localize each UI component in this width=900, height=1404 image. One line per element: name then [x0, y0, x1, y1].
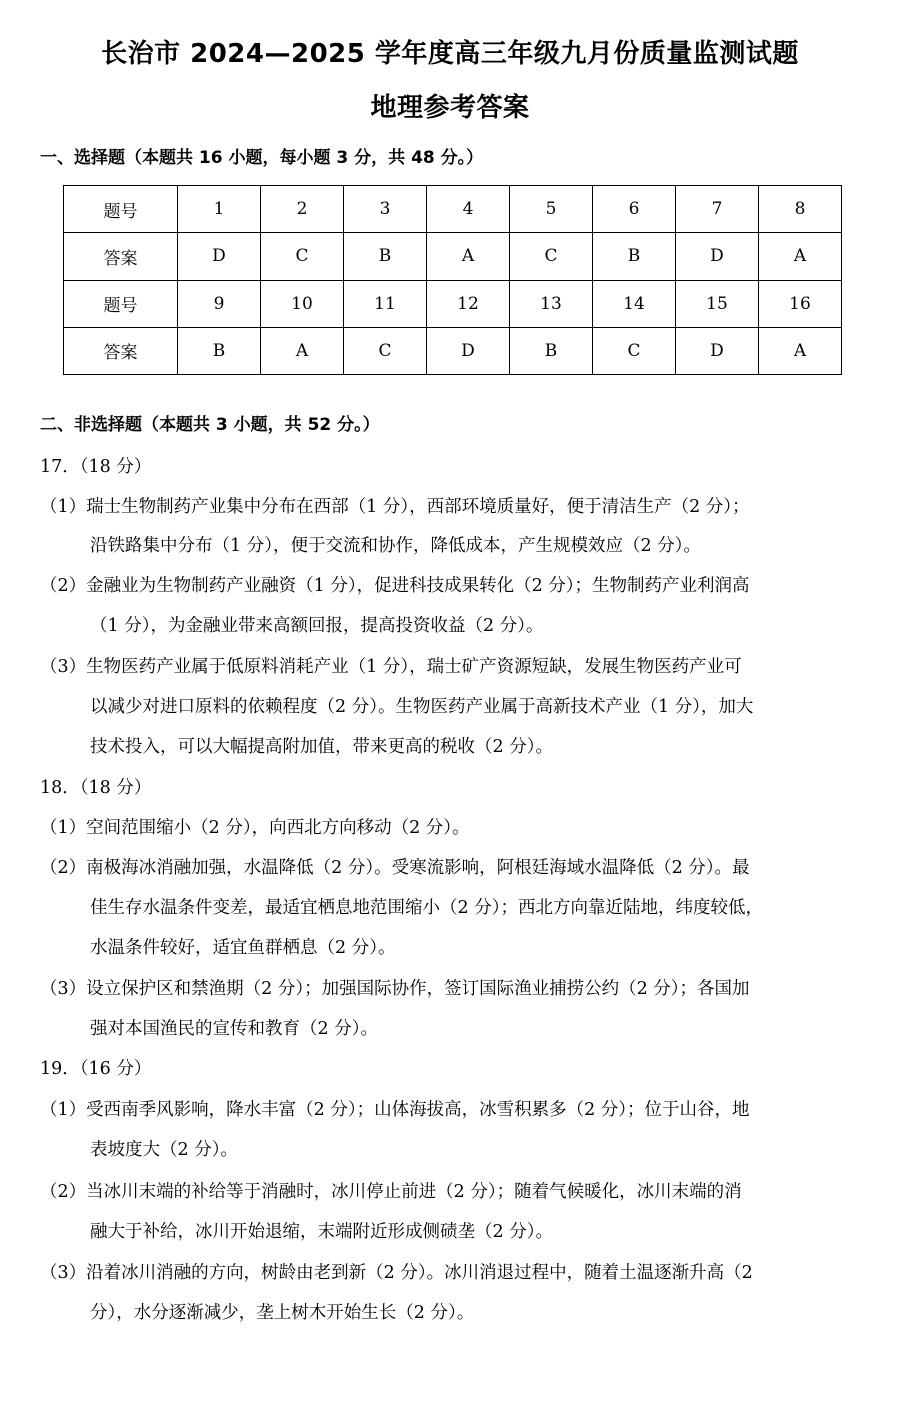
list-item: （1）瑞士生物制药产业集中分布在西部（1 分），西部环境质量好，便于清洁生产（2 分）； [40, 497, 750, 517]
table-cell: B [178, 327, 261, 374]
table-cell: 12 [427, 280, 510, 327]
table-cell: 11 [344, 280, 427, 327]
table-cell: 8 [759, 186, 842, 233]
table-cell: C [261, 233, 344, 280]
table-row-header: 题号 [64, 280, 178, 327]
table-cell: 6 [593, 186, 676, 233]
section2-heading: 二、非选择题（本题共 3 小题，共 52 分。） [40, 415, 380, 435]
section1-heading: 一、选择题（本题共 16 小题，每小题 3 分，共 48 分。） [40, 148, 484, 168]
answer-table [63, 185, 842, 375]
list-item: 融大于补给，冰川开始退缩，末端附近形成侧碛垄（2 分）。 [90, 1222, 553, 1242]
table-cell: 13 [510, 280, 593, 327]
list-item: 强对本国渔民的宣传和教育（2 分）。 [90, 1019, 378, 1039]
list-item: 分），水分逐渐减少，垄上树木开始生长（2 分）。 [90, 1303, 475, 1323]
table-cell: B [593, 233, 676, 280]
table-cell: 16 [759, 280, 842, 327]
table-cell: 15 [676, 280, 759, 327]
table-row-header: 答案 [64, 233, 178, 280]
table-cell: A [261, 327, 344, 374]
list-item: 技术投入，可以大幅提高附加值，带来更高的税收（2 分）。 [90, 737, 553, 757]
table-cell: C [344, 327, 427, 374]
list-item: （1 分），为金融业带来高额回报，提高投资收益（2 分）。 [90, 616, 544, 636]
list-item: （3）设立保护区和禁渔期（2 分）；加强国际协作，签订国际渔业捕捞公约（2 分）；各国加 [40, 979, 750, 999]
table-cell: 5 [510, 186, 593, 233]
list-item: 沿铁路集中分布（1 分），便于交流和协作，降低成本，产生规模效应（2 分）。 [90, 536, 701, 556]
table-cell: 1 [178, 186, 261, 233]
table-cell: C [510, 233, 593, 280]
question-heading: 18．（18 分） [40, 778, 152, 798]
table-cell: 3 [344, 186, 427, 233]
list-item: （2）南极海冰消融加强，水温降低（2 分）。受寒流影响，阿根廷海域水温降低（2 分）。最 [40, 858, 750, 878]
page-subtitle: 地理参考答案 [370, 93, 530, 123]
table-cell: 14 [593, 280, 676, 327]
page-title: 长治市 2024—2025 学年度高三年级九月份质量监测试题 [101, 39, 799, 69]
table-cell: D [676, 233, 759, 280]
table-cell: A [759, 233, 842, 280]
list-item: 水温条件较好，适宜鱼群栖息（2 分）。 [90, 938, 396, 958]
list-item: 以减少对进口原料的依赖程度（2 分）。生物医药产业属于高新技术产业（1 分），加大 [90, 697, 754, 717]
table-cell: C [593, 327, 676, 374]
list-item: （1）空间范围缩小（2 分），向西北方向移动（2 分）。 [40, 818, 470, 838]
table-cell: 10 [261, 280, 344, 327]
table-row-header: 答案 [64, 327, 178, 374]
table-cell: B [510, 327, 593, 374]
list-item: 佳生存水温条件变差，最适宜栖息地范围缩小（2 分）；西北方向靠近陆地，纬度较低， [90, 898, 763, 918]
table-row [64, 233, 842, 280]
list-item: （2）金融业为生物制药产业融资（1 分），促进科技成果转化（2 分）；生物制药产业利润高 [40, 576, 750, 596]
table-cell: D [178, 233, 261, 280]
table-cell: D [427, 327, 510, 374]
question-heading: 17．（18 分） [40, 457, 152, 477]
table-row [64, 327, 842, 374]
table-cell: B [344, 233, 427, 280]
table-cell: 4 [427, 186, 510, 233]
table-cell: 7 [676, 186, 759, 233]
table-cell: 9 [178, 280, 261, 327]
table-cell: A [427, 233, 510, 280]
table-row [64, 280, 842, 327]
question-heading: 19．（16 分） [40, 1059, 152, 1079]
table-cell: D [676, 327, 759, 374]
table-cell: 2 [261, 186, 344, 233]
table-row [64, 186, 842, 233]
list-item: （1）受西南季风影响，降水丰富（2 分）；山体海拔高，冰雪积累多（2 分）；位于山谷，地 [40, 1100, 750, 1120]
table-row-header: 题号 [64, 186, 178, 233]
table-cell: A [759, 327, 842, 374]
list-item: （3）生物医药产业属于低原料消耗产业（1 分），瑞士矿产资源短缺，发展生物医药产业可 [40, 657, 742, 677]
list-item: 表坡度大（2 分）。 [90, 1140, 238, 1160]
list-item: （2）当冰川末端的补给等于消融时，冰川停止前进（2 分）；随着气候暖化，冰川末端的消 [40, 1182, 742, 1202]
list-item: （3）沿着冰川消融的方向，树龄由老到新（2 分）。冰川消退过程中，随着土温逐渐升高（2 [40, 1263, 753, 1283]
